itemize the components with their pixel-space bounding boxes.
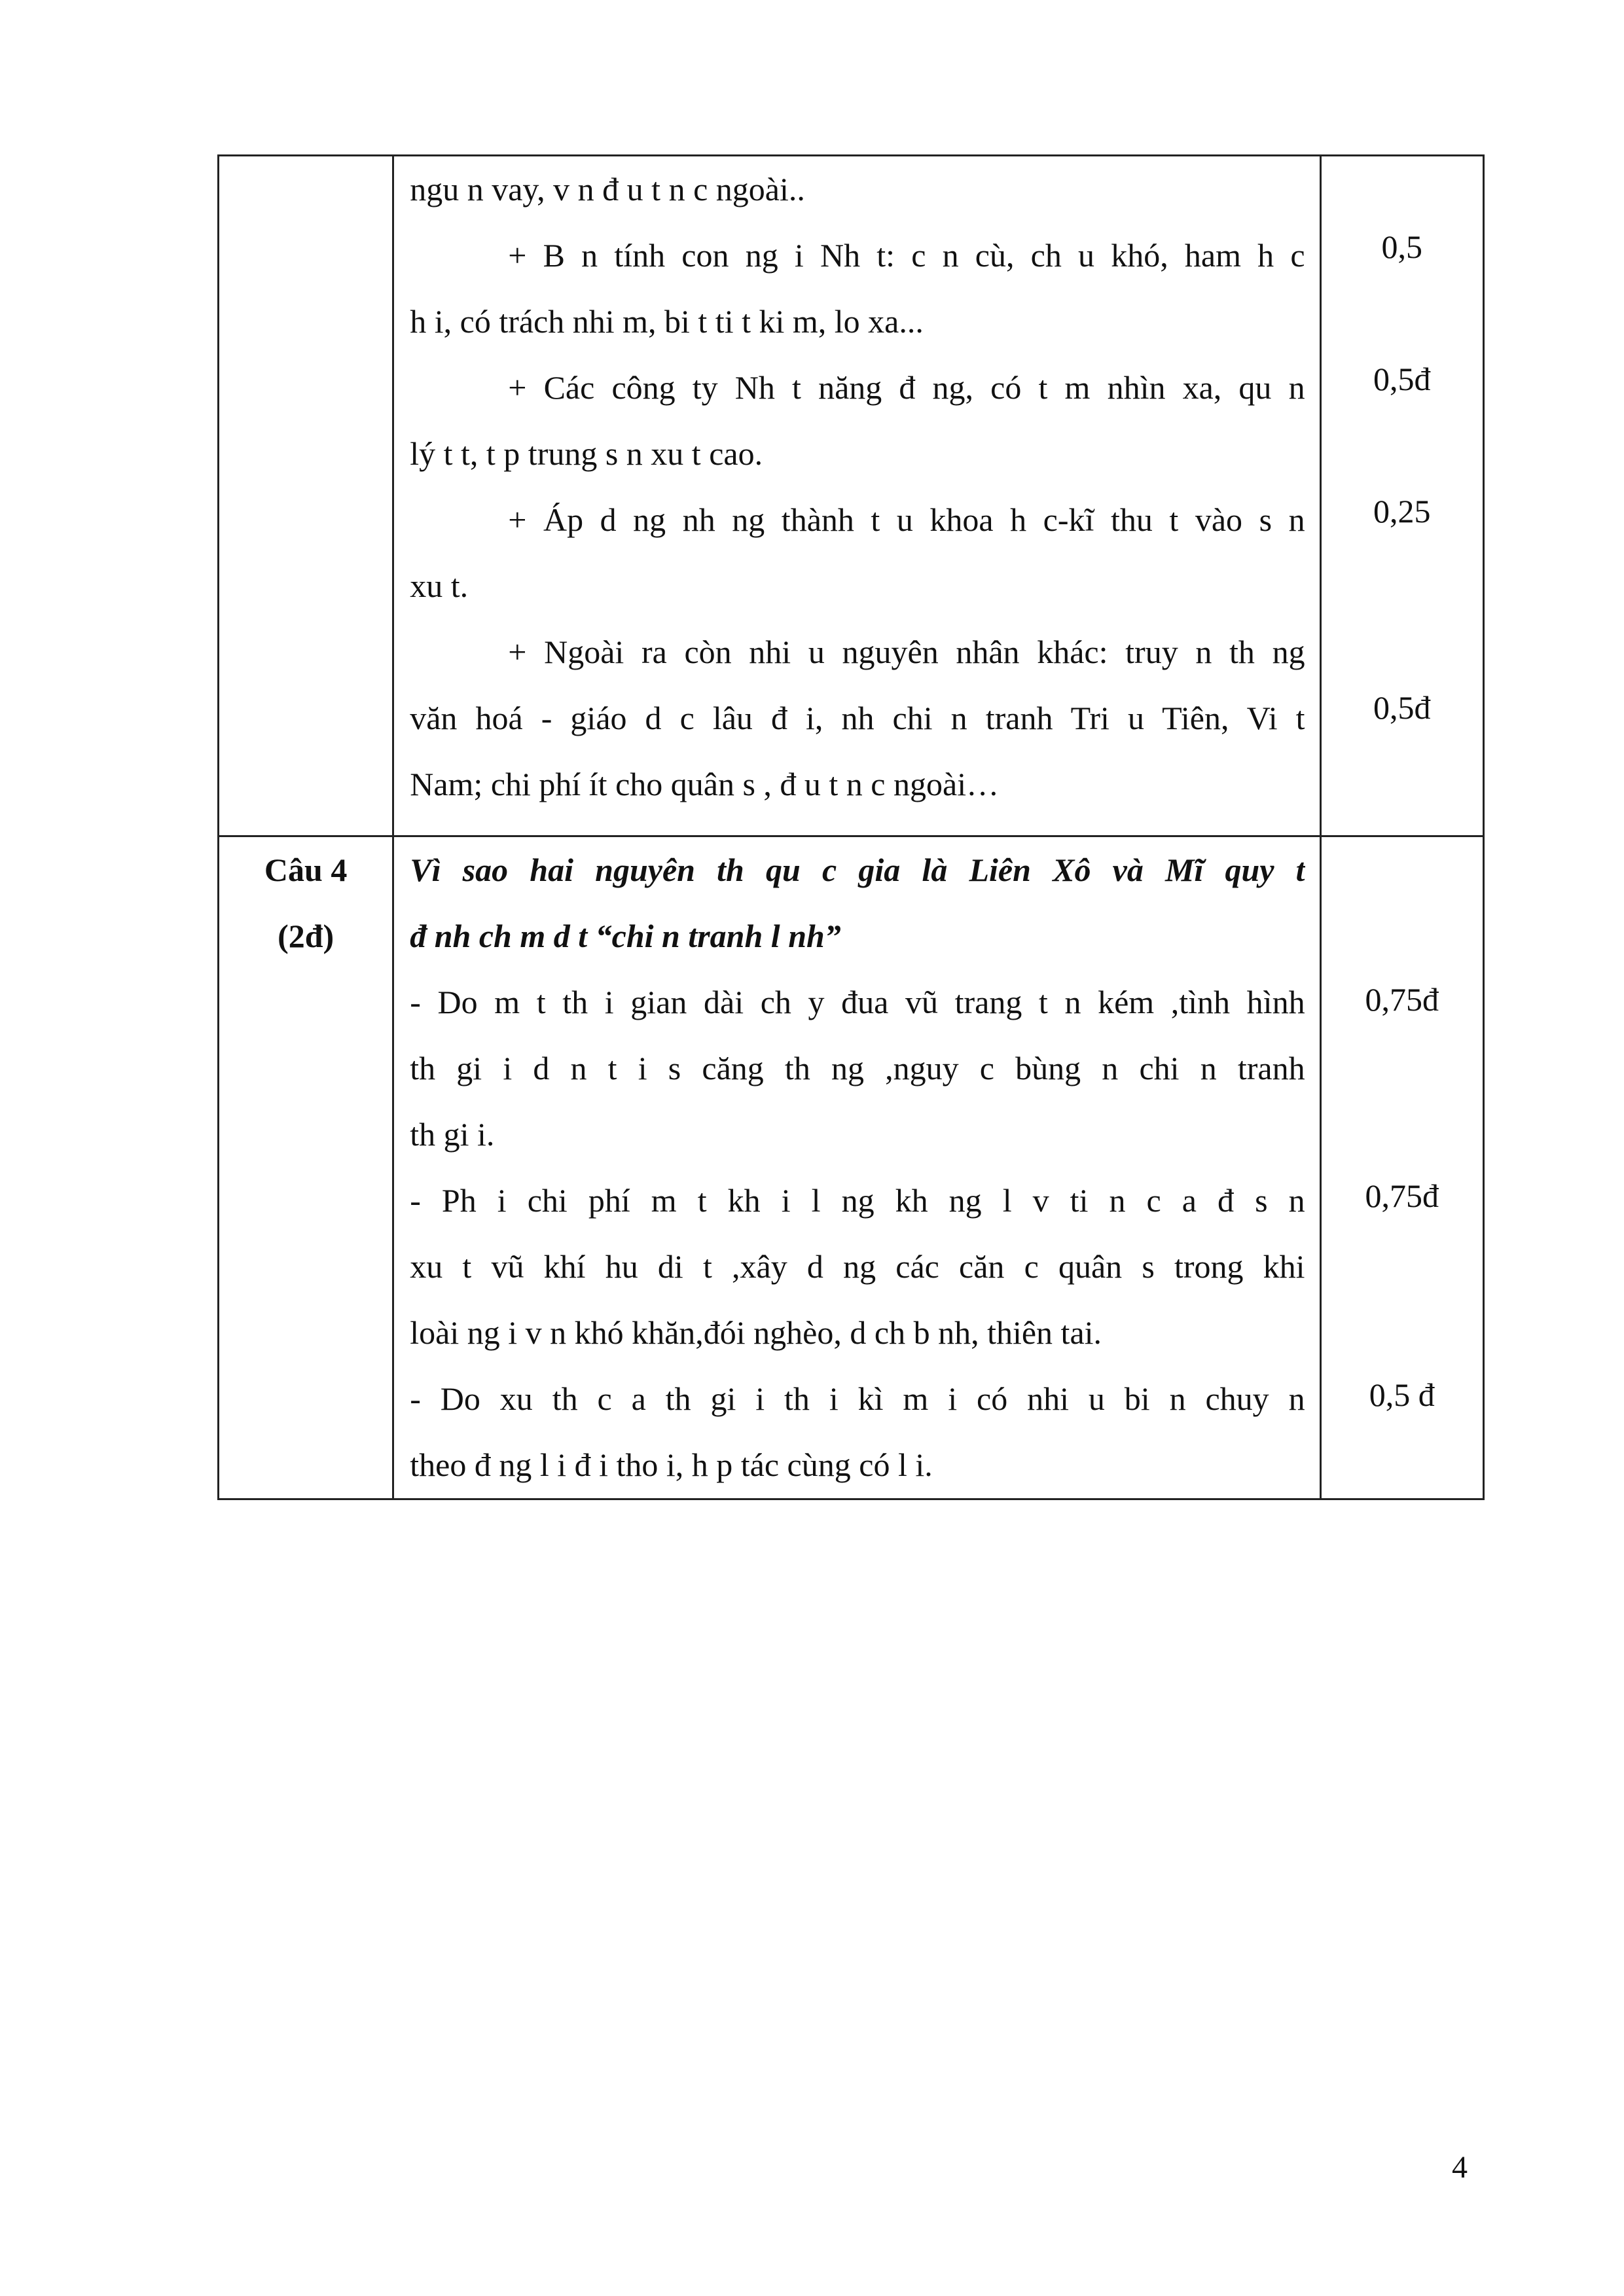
answer-line: + Ngoài ra còn nhi u nguyên nhân khác: truy n th ng (508, 634, 1305, 670)
question-cell (219, 156, 393, 836)
question-cell (219, 836, 393, 1499)
answer-line: - Do m t th i gian dài ch y đua vũ trang t n kém ,tình hình (410, 984, 1305, 1020)
answer-line: xu t. (410, 567, 469, 604)
answer-line: xu t vũ khí hu di t ,xây d ng các căn c quân s trong khi (410, 1248, 1305, 1285)
question-number: Câu 4 (264, 852, 348, 888)
score-value: 0,5đ (1373, 361, 1431, 397)
score-value: 0,75đ (1365, 1177, 1439, 1214)
table-row (219, 156, 1484, 836)
answer-line: th gi i d n t i s căng th ng ,nguy c bùng n chi n tranh (410, 1050, 1305, 1086)
score-cell (1320, 156, 1483, 836)
answer-line: lý t t, t p trung s n xu t cao. (410, 435, 763, 472)
answer-line: văn hoá - giáo d c lâu đ i, nh chi n tranh Tri u Tiên, Vi t (410, 700, 1305, 736)
answer-line: th gi i. (410, 1116, 495, 1153)
answer-line: + Áp d ng nh ng thành t u khoa h c-kĩ thu t vào s n (508, 501, 1305, 538)
content-cell (393, 156, 1320, 836)
answer-line: loài ng i v n khó khăn,đói nghèo, d ch b nh, thiên tai. (410, 1314, 1102, 1351)
score-value: 0,5đ (1373, 689, 1431, 726)
question-heading: đ nh ch m d t “chi n tranh l nh” (410, 918, 841, 954)
answer-line: + Các công ty Nh t năng đ ng, có t m nhìn xa, qu n (508, 369, 1305, 406)
score-cell (1320, 836, 1483, 1499)
answer-line: + B n tính con ng i Nh t: c n cù, ch u khó, ham h c (508, 237, 1305, 274)
answer-line: Nam; chi phí ít cho quân s , đ u t n c ngoài… (410, 766, 1000, 802)
answer-line: h i, có trách nhi m, bi t ti t ki m, lo xa... (410, 303, 924, 340)
answer-line: - Do xu th c a th gi i th i kì m i có nhi u bi n chuy n (410, 1380, 1305, 1417)
answer-line: ngu n vay, v n đ u t n c ngoài.. (410, 171, 805, 207)
score-value: 0,5 đ (1369, 1376, 1435, 1413)
score-value: 0,5 (1381, 228, 1423, 265)
question-points: (2đ) (278, 918, 334, 954)
score-value: 0,75đ (1365, 981, 1439, 1018)
page-number: 4 (1452, 2150, 1468, 2185)
answer-line: theo đ ng l i đ i tho i, h p tác cùng có l i. (410, 1446, 933, 1483)
content-cell (393, 836, 1320, 1499)
score-value: 0,25 (1373, 493, 1431, 529)
question-heading: Vì sao hai nguyên th qu c gia là Liên Xô và Mĩ quy t (410, 852, 1305, 888)
answer-table (217, 154, 1485, 1500)
table-row (219, 836, 1484, 1499)
answer-line: - Ph i chi phí m t kh i l ng kh ng l v ti n c a đ s n (410, 1182, 1305, 1219)
